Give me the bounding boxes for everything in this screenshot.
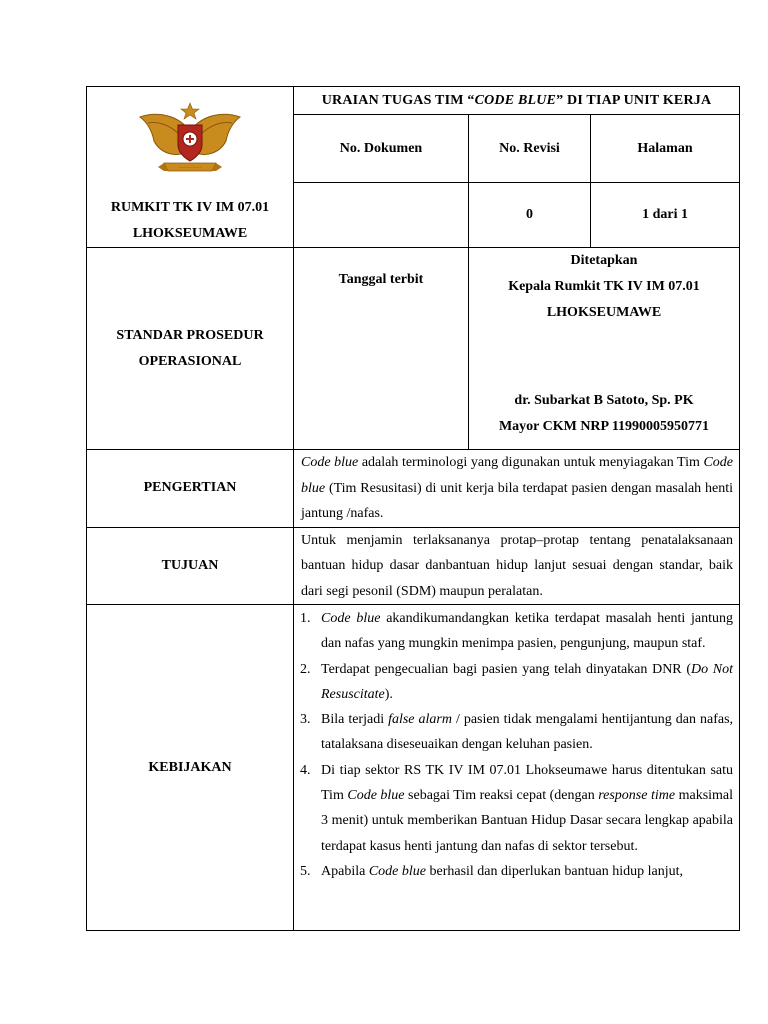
approver-title-line2: LHOKSEUMAWE [546,305,662,320]
sop-label-cell [87,248,294,450]
policy-item-text: berhasil dan diperlukan bantuan hidup lanjut, [425,863,683,879]
title-prefix: URAIAN TUGAS TIM “ [321,92,475,108]
policy-item-number: 1. [300,611,311,626]
tujuan-text: Untuk menjamin terlaksananya protap–protap tentang penatalaksanaan bantuan hidup dasar danbantuan hidup lanjut sesuai dengan standar, baik dari segi pesonil (SDM) maupun peralatan. [294,527,740,605]
sop-label-line2: OPERASIONAL [138,353,242,369]
policy-list [294,606,739,884]
issue-date-label: Tanggal terbit [338,272,424,287]
pengertian-text-part2: (Tim Resusitasi) di unit kerja bila terdapat pasien dengan masalah henti jantung /nafas. [301,480,734,521]
title-code-blue: CODE BLUE [474,92,557,108]
sop-label-line1: STANDAR PROSEDUR [116,327,264,343]
policy-item-number: 4. [300,762,311,778]
policy-item-text: akandikumandangkan ketika terdapat masalah henti jantung dan nafas yang mungkin menimpa pasien, pengunjung, maupun staf. [321,611,734,652]
pengertian-text-part1: adalah terminologi yang digunakan untuk menyiagakan Tim [358,455,704,470]
title-suffix: ” DI TIAP UNIT KERJA [556,92,712,108]
document-title [294,87,740,115]
tujuan-label: TUJUAN [87,527,294,605]
signer-block [469,388,739,440]
policy-item-text: ). [384,686,393,702]
policy-item-italic: Do Not Resuscitate [321,661,734,702]
policy-item-text: Apabila [321,863,369,879]
policy-item-italic: false alarm [388,712,452,728]
policy-item-number: 3. [300,712,311,728]
revision-label: No. Revisi [469,115,591,182]
policy-item-italic: Code blue [321,611,381,626]
svg-text:⋯⋯⋯⋯⋯: ⋯⋯⋯⋯⋯ [178,165,202,171]
policy-item-text: / pasien tidak mengalami hentijantung dan nafas, tatalaksana diseseuaikan dengan keluhan pasien. [321,712,734,753]
policy-item [294,758,733,859]
doc-number-value [294,182,469,247]
kebijakan-label: KEBIJAKAN [87,605,294,931]
hospital-emblem-logo [134,101,246,179]
revision-value: 0 [469,182,591,247]
pengertian-text [294,450,740,528]
policy-item-italic: Code blue [347,788,405,804]
policy-item [294,657,733,708]
policy-item-number: 2. [300,661,311,677]
signer-rank: Mayor CKM NRP 11990005950771 [498,419,710,434]
policy-item-text: sebagai Tim reaksi cepat (dengan [404,788,599,804]
approved-label: Ditetapkan [570,253,638,268]
policy-item [294,859,733,884]
policy-item-text: maksimal 3 menit) untuk memberikan Bantuan Hidup Dasar secara lengkap apabila terdapat kasus henti jantung dan nafas di sektor tersebut. [321,788,734,854]
code-blue-term-2: Code blue [301,455,734,496]
policy-item [294,606,733,657]
hospital-name [87,195,293,247]
issue-date-cell [294,248,469,450]
policy-item-italic: Code blue [368,863,426,879]
policy-item-number: 5. [300,863,311,879]
policy-item-italic: response time [598,788,676,804]
hospital-identity-cell [87,87,294,248]
approval-cell [469,248,740,450]
policy-item-text: Di tiap sektor RS TK IV IM 07.01 Lhokseumawe harus ditentukan satu Tim [321,762,734,804]
pengertian-label: PENGERTIAN [87,450,294,528]
policy-item [294,707,733,758]
policy-item-text: Terdapat pengecualian bagi pasien yang telah dinyatakan DNR ( [321,661,691,677]
signer-name: dr. Subarkat B Satoto, Sp. PK [514,393,694,408]
policy-item-text: Bila terjadi [321,712,389,728]
hospital-name-line2: LHOKSEUMAWE [132,226,248,241]
sop-table [86,86,740,931]
hospital-name-line1: RUMKIT TK IV IM 07.01 [110,200,270,215]
doc-number-label: No. Dokumen [294,115,469,182]
page-label: Halaman [591,115,740,182]
kebijakan-content [294,605,740,931]
code-blue-term: Code blue [301,455,359,470]
approver-title-line1: Kepala Rumkit TK IV IM 07.01 [508,279,700,294]
page-value: 1 dari 1 [591,182,740,247]
sop-document [86,86,739,922]
